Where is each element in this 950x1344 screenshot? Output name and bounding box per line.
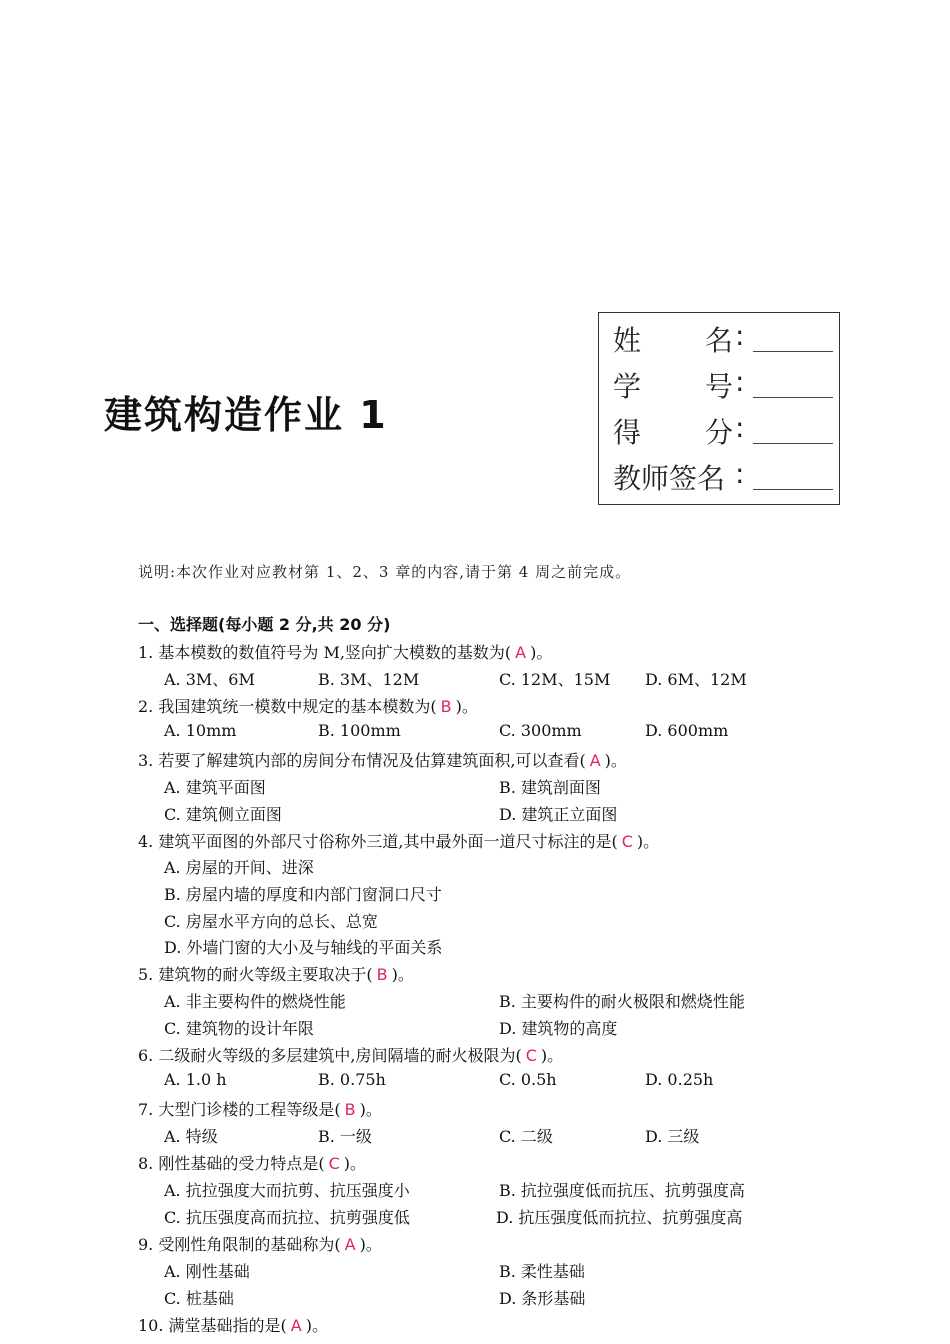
- info-label-text: 教师签名: [613, 462, 726, 495]
- option: B. 一级: [318, 1127, 372, 1146]
- option: C. 抗压强度高而抗拉、抗剪强度低: [164, 1208, 410, 1227]
- page-title: 建筑构造作业 1: [104, 393, 388, 437]
- option: D. 建筑物的高度: [499, 1019, 618, 1038]
- option: C. 300mm: [499, 721, 582, 740]
- question-8: 8. 刚性基础的受力特点是( C )。: [138, 1154, 367, 1173]
- score-blank-line[interactable]: [753, 443, 833, 444]
- info-colon: :: [735, 365, 745, 398]
- info-colon: :: [735, 411, 745, 444]
- option: B. 主要构件的耐火极限和燃烧性能: [499, 992, 745, 1011]
- info-colon: :: [735, 319, 745, 352]
- question-10: 10. 满堂基础指的是( A )。: [138, 1316, 328, 1335]
- option: C. 桩基础: [164, 1289, 234, 1308]
- answer-mark: C: [621, 832, 633, 851]
- option: D. 0.25h: [645, 1070, 714, 1089]
- option: C. 建筑物的设计年限: [164, 1019, 314, 1038]
- info-label-char: 得: [613, 416, 642, 449]
- question-1: 1. 基本模数的数值符号为 M,竖向扩大模数的基数为( A )。: [138, 643, 553, 662]
- option: B. 抗拉强度低而抗压、抗剪强度高: [499, 1181, 745, 1200]
- answer-mark: A: [515, 643, 527, 662]
- option: D. 条形基础: [499, 1289, 586, 1308]
- option: A. 非主要构件的燃烧性能: [164, 992, 346, 1011]
- question-5: 5. 建筑物的耐火等级主要取决于( B )。: [138, 965, 414, 984]
- option: A. 10mm: [164, 721, 237, 740]
- info-label-char: 名: [704, 324, 733, 357]
- teacher-signature-blank-line[interactable]: [753, 489, 833, 490]
- option: C. 建筑侧立面图: [164, 805, 282, 824]
- option: A. 房屋的开间、进深: [164, 858, 314, 877]
- student-info-box: [598, 312, 840, 505]
- answer-mark: B: [440, 697, 452, 716]
- answer-mark: B: [376, 965, 388, 984]
- assignment-note: 说明:本次作业对应教材第 1、2、3 章的内容,请于第 4 周之前完成。: [138, 563, 632, 581]
- question-6: 6. 二级耐火等级的多层建筑中,房间隔墙的耐火极限为( C )。: [138, 1046, 564, 1065]
- answer-mark: B: [344, 1100, 356, 1119]
- option: B. 3M、12M: [318, 670, 420, 689]
- question-4: 4. 建筑平面图的外部尺寸俗称外三道,其中最外面一道尺寸标注的是( C )。: [138, 832, 660, 851]
- option: D. 6M、12M: [645, 670, 747, 689]
- option: A. 抗拉强度大而抗剪、抗压强度小: [164, 1181, 410, 1200]
- option: A. 特级: [164, 1127, 218, 1146]
- question-2: 2. 我国建筑统一模数中规定的基本模数为( B )。: [138, 697, 478, 716]
- option: D. 建筑正立面图: [499, 805, 618, 824]
- option: B. 房屋内墙的厚度和内部门窗洞口尺寸: [164, 885, 442, 904]
- answer-mark: A: [290, 1316, 302, 1335]
- question-3: 3. 若要了解建筑内部的房间分布情况及估算建筑面积,可以查看( A )。: [138, 751, 627, 770]
- option: A. 1.0 h: [164, 1070, 227, 1089]
- info-label-char: 姓: [613, 324, 642, 357]
- answer-mark: C: [328, 1154, 340, 1173]
- option: A. 3M、6M: [164, 670, 255, 689]
- info-colon: :: [735, 457, 745, 490]
- option: D. 三级: [645, 1127, 700, 1146]
- option: D. 外墙门窗的大小及与轴线的平面关系: [164, 938, 443, 957]
- info-label-char: 号: [704, 370, 733, 403]
- option: D. 抗压强度低而抗拉、抗剪强度高: [496, 1208, 743, 1227]
- option: C. 12M、15M: [499, 670, 611, 689]
- section-title: 一、选择题(每小题 2 分,共 20 分): [138, 615, 391, 634]
- option: C. 二级: [499, 1127, 553, 1146]
- answer-mark: A: [344, 1235, 356, 1254]
- student-id-blank-line[interactable]: [753, 397, 833, 398]
- option: B. 柔性基础: [499, 1262, 585, 1281]
- option: D. 600mm: [645, 721, 729, 740]
- answer-mark: A: [589, 751, 601, 770]
- name-blank-line[interactable]: [753, 351, 833, 352]
- question-9: 9. 受刚性角限制的基础称为( A )。: [138, 1235, 382, 1254]
- option: B. 100mm: [318, 721, 401, 740]
- option: A. 建筑平面图: [164, 778, 266, 797]
- option: B. 建筑剖面图: [499, 778, 601, 797]
- info-label-char: 学: [613, 370, 642, 403]
- option: B. 0.75h: [318, 1070, 386, 1089]
- option: C. 房屋水平方向的总长、总宽: [164, 912, 378, 931]
- option: C. 0.5h: [499, 1070, 557, 1089]
- info-label-char: 分: [704, 416, 733, 449]
- answer-mark: C: [525, 1046, 537, 1065]
- question-7: 7. 大型门诊楼的工程等级是( B )。: [138, 1100, 382, 1119]
- option: A. 刚性基础: [164, 1262, 250, 1281]
